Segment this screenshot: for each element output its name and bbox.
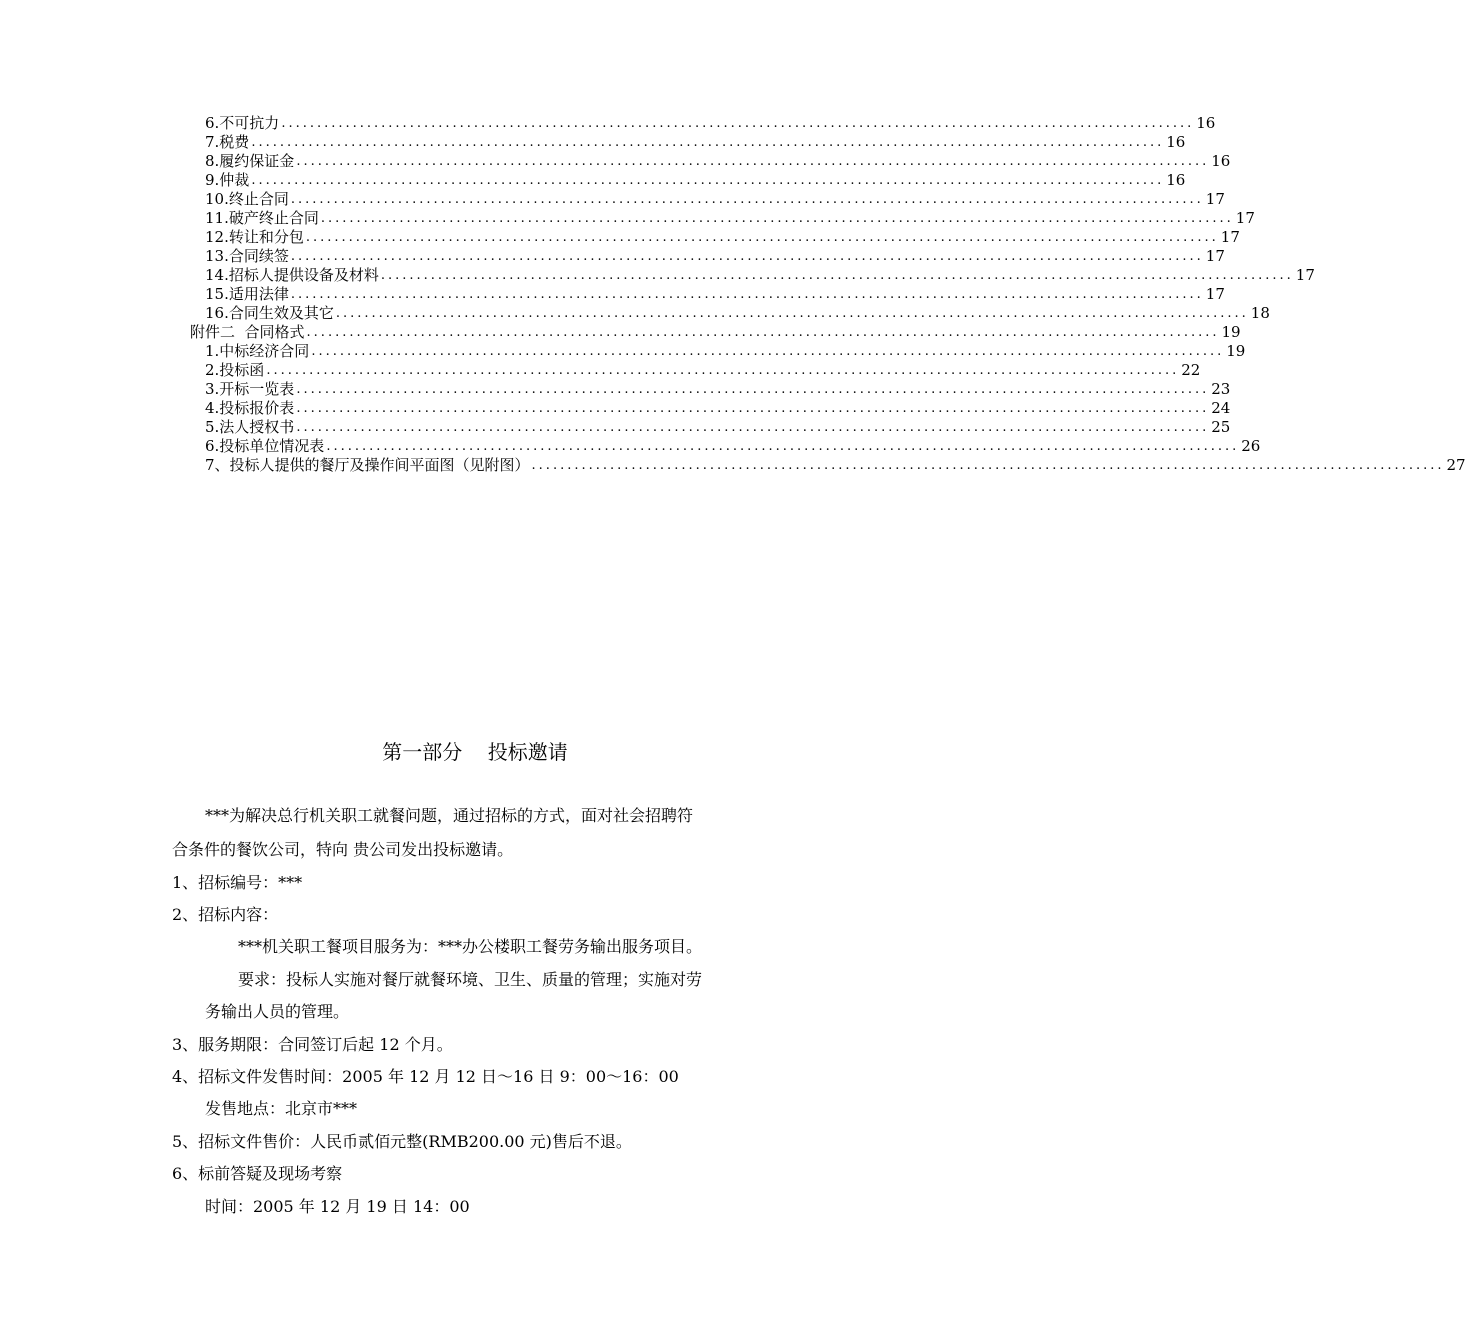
toc-page-number: 16: [1166, 133, 1186, 151]
toc-page-number: 19: [1221, 323, 1241, 341]
toc-leader-dots: ................................................................................................................................: [296, 401, 1210, 416]
toc-row: [205, 247, 1225, 266]
toc-page-number: 24: [1211, 399, 1231, 417]
toc-page-number: 23: [1211, 380, 1231, 398]
toc-page-number: 16: [1196, 114, 1216, 132]
paragraph-line: 要求：投标人实施对餐厅就餐环境、卫生、质量的管理；实施对劳: [238, 970, 703, 989]
toc-leader-dots: ................................................................................................................................: [320, 211, 1234, 226]
toc-row: [205, 418, 1231, 437]
paragraph-line: ***机关职工餐项目服务为：***办公楼职工餐劳务输出服务项目。: [238, 937, 703, 956]
toc-entry-text: 6.不可抗力: [205, 114, 280, 132]
toc-page-number: 16: [1211, 152, 1231, 170]
toc-leader-dots: ................................................................................................................................: [281, 116, 1195, 131]
toc-row: [205, 304, 1270, 323]
toc-row: [205, 209, 1255, 228]
toc-entry-text: 4.投标报价表: [205, 399, 295, 417]
toc-page-number: 17: [1235, 209, 1255, 227]
toc-leader-dots: ................................................................................................................................: [305, 230, 1219, 245]
toc-entry-text: 5.法人授权书: [205, 418, 295, 436]
toc-entry-text: 1.中标经济合同: [205, 342, 310, 360]
toc-leader-dots: ................................................................................................................................: [296, 382, 1210, 397]
toc-entry-text: 10.终止合同: [205, 190, 289, 208]
toc-entry-text: 9.仲裁: [205, 171, 250, 189]
list-item: 6、标前答疑及现场考察: [172, 1164, 343, 1183]
toc-leader-dots: ................................................................................................................................: [531, 458, 1445, 473]
list-item: 3、服务期限：合同签订后起 12 个月。: [172, 1035, 453, 1054]
toc-leader-dots: ................................................................................................................................: [335, 306, 1249, 321]
toc-entry-text: 12.转让和分包: [205, 228, 304, 246]
paragraph-line: 合条件的餐饮公司，特向 贵公司发出投标邀请。: [172, 840, 514, 859]
section-title: 第一部分 投标邀请: [382, 740, 568, 764]
list-item: 2、招标内容：: [172, 905, 279, 924]
toc-row: [205, 342, 1246, 361]
list-item: 4、招标文件发售时间：2005 年 12 月 12 日～16 日 9：00～16：00: [172, 1067, 679, 1086]
toc-row: [205, 190, 1225, 209]
toc-page-number: 26: [1241, 437, 1261, 455]
list-item: 5、招标文件售价：人民币贰佰元整(RMB200.00 元)售后不退。: [172, 1132, 632, 1151]
toc-row: [205, 152, 1231, 171]
toc-leader-dots: ................................................................................................................................: [380, 268, 1294, 283]
toc-leader-dots: ................................................................................................................................: [251, 135, 1165, 150]
toc-page-number: 17: [1220, 228, 1240, 246]
toc-page-number: 19: [1226, 342, 1246, 360]
toc-entry-text: 13.合同续签: [205, 247, 289, 265]
toc-page-number: 18: [1250, 304, 1270, 322]
toc-leader-dots: ................................................................................................................................: [311, 344, 1225, 359]
paragraph-line: 务输出人员的管理。: [205, 1002, 350, 1021]
toc-page-number: 17: [1205, 285, 1225, 303]
toc-entry-text: 8.履约保证金: [205, 152, 295, 170]
toc-entry-text: 11.破产终止合同: [205, 209, 319, 227]
toc-entry-text: 3.开标一览表: [205, 380, 295, 398]
toc-entry-text: 6.投标单位情况表: [205, 437, 325, 455]
toc-row: [205, 114, 1216, 133]
toc-row: [205, 437, 1261, 456]
toc-entry-text: 7、投标人提供的餐厅及操作间平面图（见附图）: [205, 456, 530, 474]
toc-entry-text: 14.招标人提供设备及材料: [205, 266, 379, 284]
toc-entry-text: 附件二 合同格式: [190, 323, 305, 341]
toc-page-number: 17: [1205, 247, 1225, 265]
toc-leader-dots: ................................................................................................................................: [290, 287, 1204, 302]
toc-page-number: 27: [1446, 456, 1466, 474]
toc-leader-dots: ................................................................................................................................: [290, 249, 1204, 264]
toc-row: [205, 380, 1231, 399]
toc-page-number: 17: [1295, 266, 1315, 284]
toc-entry-text: 16.合同生效及其它: [205, 304, 334, 322]
toc-page-number: 22: [1181, 361, 1201, 379]
toc-leader-dots: ................................................................................................................................: [296, 420, 1210, 435]
toc-leader-dots: ................................................................................................................................: [251, 173, 1165, 188]
toc-entry-text: 7.税费: [205, 133, 250, 151]
toc-leader-dots: ................................................................................................................................: [266, 363, 1180, 378]
toc-row: [205, 133, 1186, 152]
toc-entry-text: 15.适用法律: [205, 285, 289, 303]
toc-row: [205, 171, 1186, 190]
toc-page-number: 17: [1205, 190, 1225, 208]
toc-page-number: 16: [1166, 171, 1186, 189]
toc-row: [205, 399, 1231, 418]
toc-row: [190, 323, 1241, 342]
toc-row: [205, 266, 1315, 285]
toc-leader-dots: ................................................................................................................................: [306, 325, 1220, 340]
toc-entry-text: 2.投标函: [205, 361, 265, 379]
toc-row: [205, 228, 1240, 247]
paragraph-line: 发售地点：北京市***: [205, 1099, 358, 1118]
toc-row: [205, 285, 1225, 304]
toc-leader-dots: ................................................................................................................................: [290, 192, 1204, 207]
list-item: 1、招标编号：***: [172, 873, 303, 892]
paragraph-line: 时间：2005 年 12 月 19 日 14：00: [205, 1197, 470, 1216]
toc-row: [205, 361, 1201, 380]
toc-page-number: 25: [1211, 418, 1231, 436]
toc-row: [205, 456, 1466, 475]
toc-leader-dots: ................................................................................................................................: [326, 439, 1240, 454]
toc-leader-dots: ................................................................................................................................: [296, 154, 1210, 169]
paragraph-line: ***为解决总行机关职工就餐问题，通过招标的方式，面对社会招聘符: [205, 806, 694, 825]
